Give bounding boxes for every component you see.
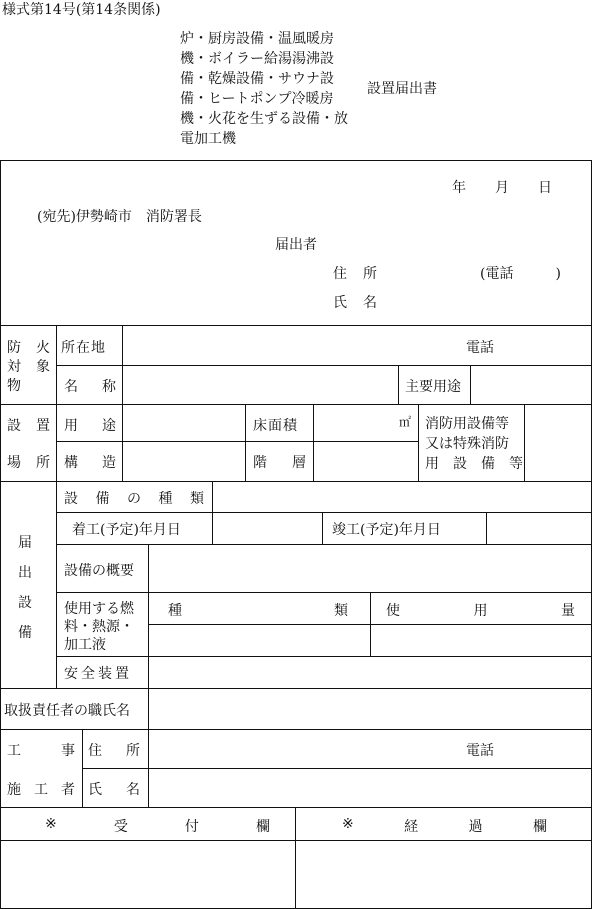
floor-count-label: 階 層 bbox=[253, 455, 306, 471]
form-number: 様式第14号(第14条関係) bbox=[2, 2, 161, 18]
use-field[interactable] bbox=[124, 406, 243, 439]
addressee: (宛先)伊勢崎市 消防署長 bbox=[37, 209, 202, 225]
kind-header: 種 類 bbox=[168, 603, 348, 619]
manager-field[interactable] bbox=[150, 690, 589, 727]
main-use-label: 主要用途 bbox=[405, 379, 461, 395]
name-field[interactable] bbox=[124, 367, 396, 402]
location-field[interactable] bbox=[124, 328, 454, 363]
location-phone-field[interactable] bbox=[500, 328, 588, 363]
contractor-address-label: 住 所 bbox=[88, 743, 140, 759]
contractor-phone-field[interactable] bbox=[500, 731, 588, 766]
contractor-name-label: 氏 名 bbox=[88, 782, 140, 798]
notifier-name-field[interactable] bbox=[385, 287, 585, 309]
square-meter-unit: ㎡ bbox=[399, 415, 412, 429]
contractor-phone-label: 電話 bbox=[466, 743, 494, 759]
floor-area-label: 床面積 bbox=[253, 418, 298, 434]
title-line: 機・ボイラー給湯湯沸設 bbox=[180, 51, 334, 67]
notifier-name-label: 氏 名 bbox=[333, 295, 377, 311]
equipment-type-field[interactable] bbox=[214, 483, 589, 510]
equipment-type-label: 設 備 の 種 類 bbox=[64, 491, 204, 507]
title-line: 備・ヒートポンプ冷暖房 bbox=[180, 91, 334, 107]
title-line: 備・乾燥設備・サウナ設 bbox=[180, 71, 334, 87]
reception-field bbox=[2, 842, 293, 906]
structure-label: 構 造 bbox=[64, 455, 116, 471]
month-label: 月 bbox=[495, 180, 509, 196]
overview-label: 設備の概要 bbox=[64, 563, 134, 579]
reception-column-header: ※ 受 付 欄 bbox=[45, 816, 270, 835]
start-date-label: 着工(予定)年月日 bbox=[72, 522, 181, 538]
title-line: 炉・厨房設備・温風暖房 bbox=[180, 31, 334, 47]
notifier-address-field[interactable] bbox=[385, 258, 473, 280]
floor-area-field[interactable] bbox=[315, 406, 395, 439]
year-label: 年 bbox=[452, 180, 466, 196]
safety-device-label: 安全装置 bbox=[64, 666, 132, 682]
title-suffix: 設置届出書 bbox=[367, 81, 437, 97]
contractor-name-field[interactable] bbox=[150, 770, 589, 805]
safety-device-field[interactable] bbox=[150, 658, 589, 686]
location-phone-label: 電話 bbox=[466, 340, 494, 356]
progress-field bbox=[297, 842, 589, 906]
fuel-kind-field[interactable] bbox=[150, 626, 368, 654]
fuel-amount-field[interactable] bbox=[372, 626, 589, 654]
manager-label: 取扱責任者の職氏名 bbox=[4, 703, 130, 719]
date-line bbox=[452, 177, 552, 197]
structure-field[interactable] bbox=[124, 443, 243, 479]
notifier-label: 届出者 bbox=[275, 237, 317, 253]
day-label: 日 bbox=[538, 180, 552, 196]
notifier-phone-label: (電話 ) bbox=[480, 266, 561, 282]
overview-field[interactable] bbox=[150, 546, 589, 590]
progress-column-header: ※ 経 過 欄 bbox=[342, 816, 547, 835]
location-label: 所在地 bbox=[61, 340, 106, 356]
floor-count-field[interactable] bbox=[315, 443, 416, 479]
contractor-address-field[interactable] bbox=[150, 731, 450, 766]
fire-equipment-field[interactable] bbox=[526, 406, 589, 479]
completion-date-field[interactable] bbox=[488, 514, 589, 542]
title-line: 電加工機 bbox=[180, 131, 236, 147]
use-label: 用 途 bbox=[64, 418, 116, 434]
amount-header: 使 用 量 bbox=[386, 603, 575, 619]
main-use-field[interactable] bbox=[472, 367, 589, 402]
fire-equipment-installation-form: 様式第14号(第14条関係) 炉・厨房設備・温風暖房 機・ボイラー給湯湯沸設 備・乾燥設備・サウナ設 備・ヒートポンプ冷暖房 機・火花を生ずる設備・放 電加工機 設置届出書 年 月 日 (宛先)伊勢崎市 消防署長 届出者 住 所 (電話 ) 氏 名 防 火 対 象 物 所在地 電話 名 称 主要用途 設 置 場 所 用 途 床面積 ㎡ 消防用設備等 又は特殊消防 用 設 備 等 構 造 階 層 届 出 設 備 設 備 の 種 類 着工(予定)年月日 竣工(予定)年月日 設備の概要 使用する燃 料・熱源・ 加工液 種 類 使 用 量 安全装置 取扱責任者の職氏名 工 事 施 工 者 住 所 電話 氏 名 ※ 受 付 欄 ※ 経 過 欄 bbox=[0, 0, 592, 909]
start-date-field[interactable] bbox=[214, 514, 320, 542]
notifier-address-label: 住 所 bbox=[333, 266, 377, 282]
name-label: 名 称 bbox=[64, 379, 116, 395]
title-line: 機・火花を生ずる設備・放 bbox=[180, 111, 348, 127]
completion-date-label: 竣工(予定)年月日 bbox=[332, 522, 441, 538]
